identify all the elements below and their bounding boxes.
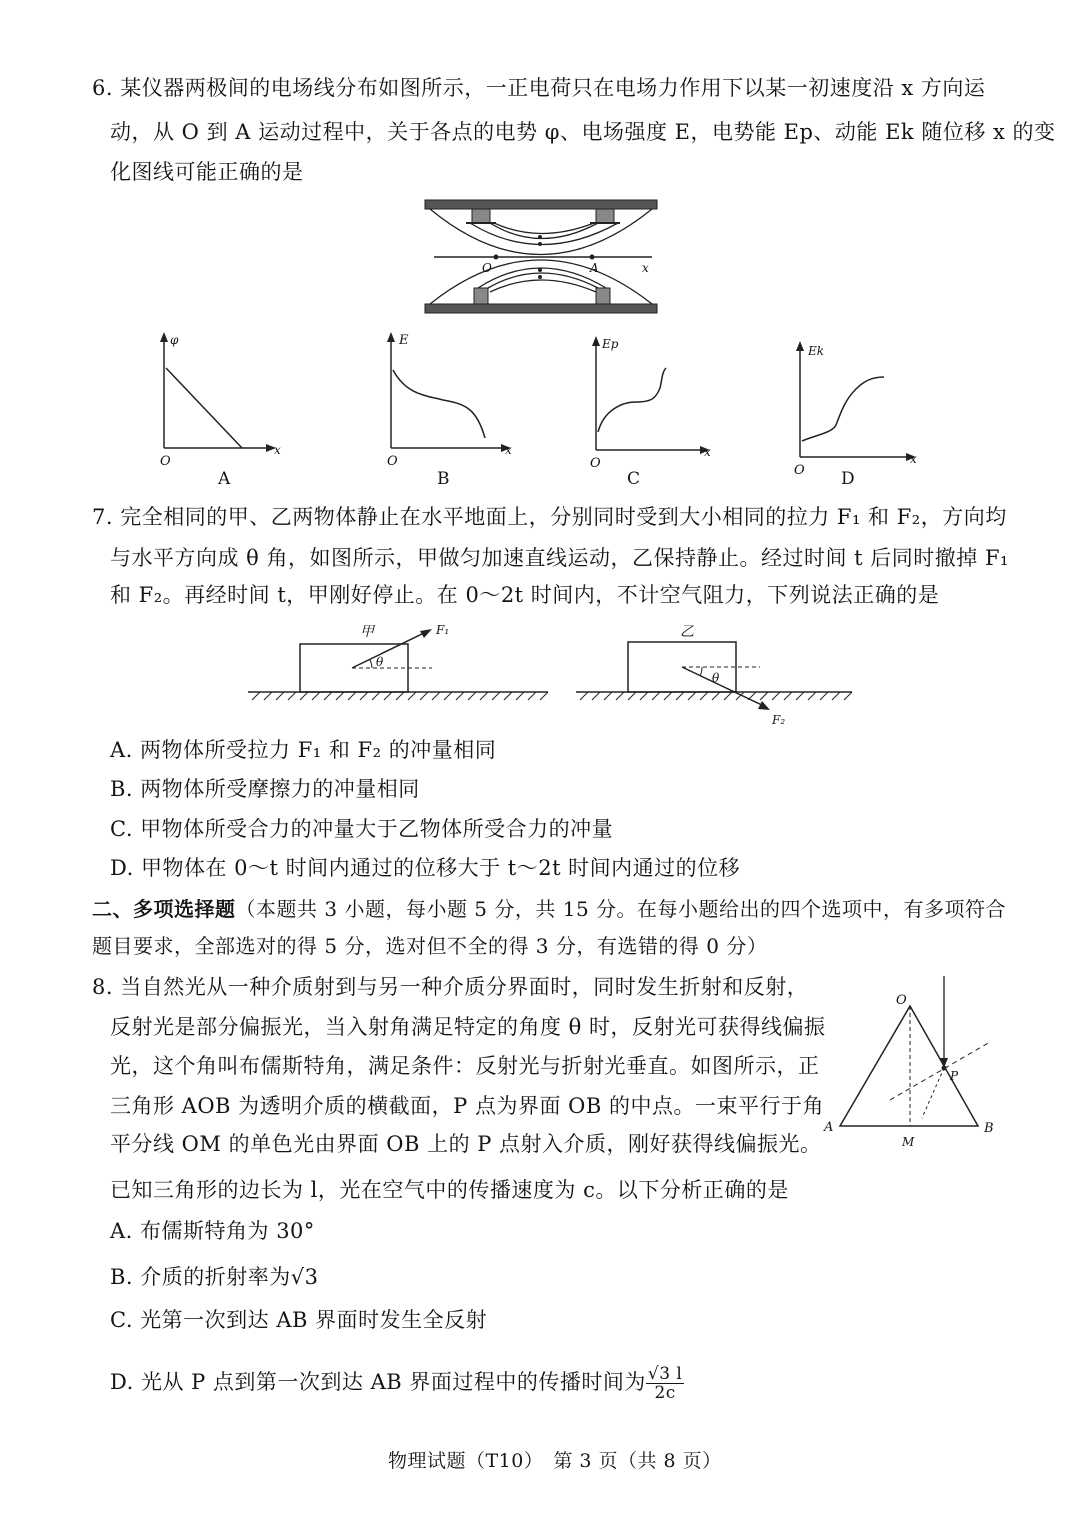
graph-d-option: D <box>841 469 855 489</box>
graph-b <box>377 330 517 470</box>
graph-a-x-label: x <box>274 443 281 457</box>
q7-option-d: D. 甲物体在 0～t 时间内通过的位移大于 t～2t 时间内通过的位移 <box>110 856 741 880</box>
q6-line-2: 动，从 O 到 A 运动过程中，关于各点的电势 φ、电场强度 E，电势能 Ep、动能 Ek 随位移 x 的变 <box>110 120 1056 144</box>
tri-label-m: M <box>902 1135 915 1149</box>
graph-d-origin: O <box>794 463 805 478</box>
graph-c-x-label: x <box>704 445 711 459</box>
q8-line-1: 8. 当自然光从一种介质射到与另一种介质分界面时，同时发生折射和反射， <box>92 975 809 999</box>
block-jia-diagram <box>248 620 568 710</box>
q6-line-1: 6. 某仪器两极间的电场线分布如图所示，一正电荷只在电场力作用下以某一初速度沿 x 方向运 <box>92 76 986 100</box>
fraction-numerator: √3 l <box>647 1364 683 1384</box>
q7-option-a: A. 两物体所受拉力 F₁ 和 F₂ 的冲量相同 <box>110 738 497 762</box>
tri-label-b: B <box>984 1121 994 1136</box>
graph-c-origin: O <box>590 456 601 471</box>
graph-b-y-label: E <box>399 333 409 348</box>
section2-line-1 <box>92 894 1006 924</box>
q7-line-2: 与水平方向成 θ 角，如图所示，甲做匀加速直线运动，乙保持静止。经过时间 t 后同时撤掉 F₁ <box>110 546 1009 570</box>
q8-option-a: A. 布儒斯特角为 30° <box>110 1219 315 1243</box>
jia-theta: θ <box>376 655 384 669</box>
jia-label: 甲 <box>360 624 374 640</box>
q6-line-3: 化图线可能正确的是 <box>110 160 304 184</box>
graph-a-y-label: φ <box>170 333 179 347</box>
q8-option-b: B. 介质的折射率为√3 <box>110 1265 319 1289</box>
tri-label-p: P <box>950 1069 959 1083</box>
q8-option-d <box>110 1360 684 1404</box>
graph-a-option: A <box>218 469 231 489</box>
field-label-a: A <box>590 261 599 275</box>
field-label-x: x <box>642 261 649 275</box>
q7-option-b: B. 两物体所受摩擦力的冲量相同 <box>110 777 420 801</box>
q8-option-d-fraction <box>646 1365 685 1402</box>
tri-label-a: A <box>824 1120 834 1135</box>
q8-line-6: 已知三角形的边长为 l，光在空气中的传播速度为 c。以下分析正确的是 <box>110 1178 789 1202</box>
q7-option-c: C. 甲物体所受合力的冲量大于乙物体所受合力的冲量 <box>110 817 614 841</box>
graph-d-x-label: x <box>910 452 917 466</box>
q7-line-3: 和 F₂。再经时间 t，甲刚好停止。在 0～2t 时间内，不计空气阻力，下列说法正确的是 <box>110 583 940 607</box>
q8-line-2: 反射光是部分偏振光，当入射角满足特定的角度 θ 时，反射光可获得线偏振 <box>110 1015 826 1039</box>
graph-c-option: C <box>627 469 641 489</box>
fraction-denominator: 2c <box>654 1383 676 1403</box>
graph-b-origin: O <box>387 454 398 469</box>
page-footer: 物理试题（T10） 第 3 页（共 8 页） <box>388 1450 722 1472</box>
graph-a-origin: O <box>160 454 171 469</box>
f1-label: F₁ <box>436 623 450 637</box>
block-yi-diagram <box>576 620 876 730</box>
section2-heading: 二、多项选择题 <box>92 897 236 921</box>
graph-a <box>150 330 290 470</box>
graph-b-x-label: x <box>505 443 512 457</box>
triangle-prism-diagram <box>818 970 1018 1160</box>
graph-c <box>582 330 722 470</box>
yi-theta: θ <box>712 671 720 685</box>
yi-label: 乙 <box>680 624 694 640</box>
tri-label-o: O <box>896 993 907 1008</box>
q8-line-4: 三角形 AOB 为透明介质的横截面，P 点为界面 OB 的中点。一束平行于角 <box>110 1094 824 1118</box>
graph-b-option: B <box>437 469 450 489</box>
field-label-o: O <box>482 261 492 275</box>
q8-option-d-text: D. 光从 P 点到第一次到达 AB 界面过程中的传播时间为 <box>110 1370 646 1394</box>
section2-line-2: 题目要求，全部选对的得 5 分，选对但不全的得 3 分，有选错的得 0 分） <box>92 934 768 958</box>
q8-line-3: 光，这个角叫布儒斯特角，满足条件：反射光与折射光垂直。如图所示，正 <box>110 1054 820 1078</box>
q7-line-1: 7. 完全相同的甲、乙两物体静止在水平地面上，分别同时受到大小相同的拉力 F₁ 和 F₂，方向均 <box>92 505 1007 529</box>
q8-line-5: 平分线 OM 的单色光由界面 OB 上的 P 点射入介质，刚好获得线偏振光。 <box>110 1132 822 1156</box>
graph-d <box>786 335 926 478</box>
f2-label: F₂ <box>772 713 786 727</box>
graph-d-y-label: Ek <box>808 344 825 358</box>
graph-c-y-label: Ep <box>602 337 619 351</box>
q8-option-c: C. 光第一次到达 AB 界面时发生全反射 <box>110 1308 488 1332</box>
electric-field-diagram <box>0 0 1080 330</box>
section2-instructions: （本题共 3 小题，每小题 5 分，共 15 分。在每小题给出的四个选项中，有多项符合 <box>235 897 1007 921</box>
